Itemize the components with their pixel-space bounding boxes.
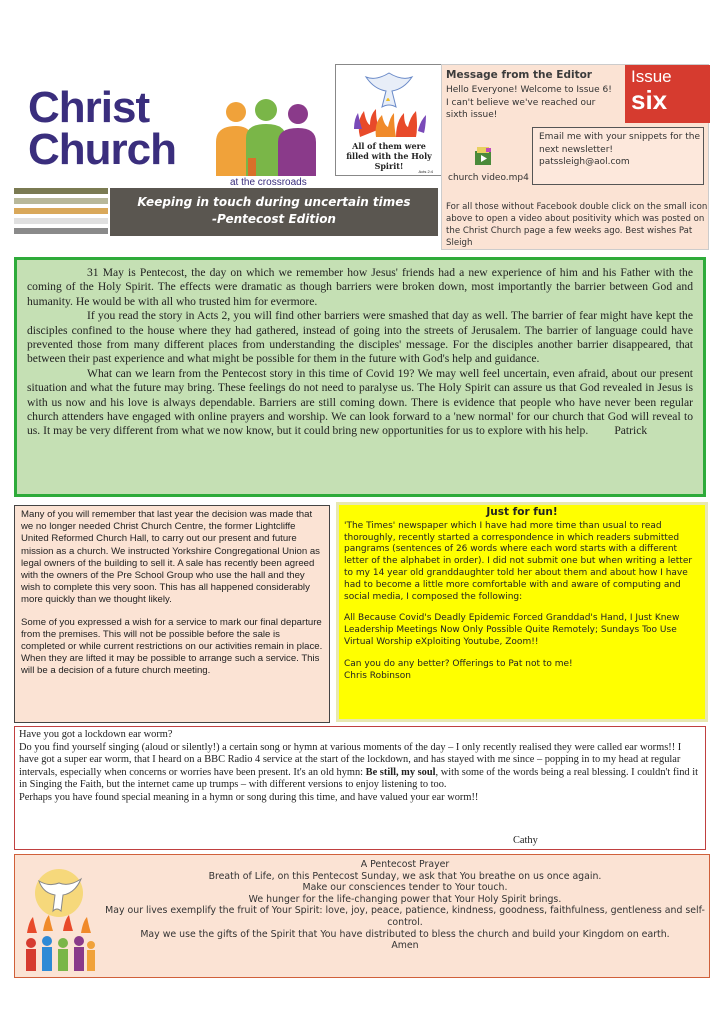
earworm-article [14, 726, 706, 850]
logo-people-icon [208, 98, 320, 178]
editor-panel [441, 64, 709, 250]
decor-stripe [14, 228, 108, 234]
prayer-text [105, 859, 705, 952]
dove-flames-icon [346, 67, 432, 139]
article-paragraph: 31 May is Pentecost, the day on which we remember how Jesus' friends had a new experience of him and his Father with the coming of the Holy Spirit. The effects were dramatic as though barriers were broken down, most importantly the barrier between God and humanity. He would be with all who trusted him for evermore. [27, 266, 693, 308]
prayer-title: A Pentecost Prayer [360, 859, 450, 870]
editor-title: Message from the Editor [446, 69, 592, 81]
issue-badge [625, 65, 710, 123]
logo-line-2: Church [28, 125, 176, 174]
pentecost-article [14, 257, 706, 497]
left-paragraph: Some of you expressed a wish for a service to mark our final departure from the premises. This will not be possible before the sale is completed or while current restrictions on our activities remain in place. When they are lifted it may be possible to arrange such a service. This will be a decision of a future church meeting. [21, 616, 323, 677]
decor-stripe [14, 208, 108, 214]
earworm-body: Do you find yourself singing (aloud or silently!) a certain song or hymn at various moments of the day – I only recently realised they were called ear worms!! I have got a super ear worm, that I heard on a BBC Radio 4 service at the start of the lockdown, and has stayed with me since – popping in to my head at regular intervals, especially when concerns or worries have been present. It's an old hymn: [19, 741, 682, 778]
editor-greeting: Hello Everyone! Welcome to Issue 6! I can't believe we've reached our sixth issue! [446, 85, 612, 120]
church-centre-article [14, 505, 330, 723]
banner-line-2: -Pentecost Edition [212, 212, 336, 226]
header-banner [110, 188, 438, 236]
prayer-line: May we use the gifts of the Spirit that You have distributed to bless the church and build your Kingdom on earth. [140, 928, 670, 940]
fun-title: Just for fun! [486, 506, 558, 518]
left-paragraph: Many of you will remember that last year the decision was made that we no longer needed Christ Church Centre, the former Lightcliffe United Reformed Church Hall, to carry out our present and future mission as a church. We instructed Yorkshire Congregational Union as legal owners of the building to sell it. A sale has recently been agreed with the owners of the Pre School Group who use the hall and they wish to complete this very soon. This has all happened considerably more quickly than we thought likely. [21, 509, 320, 606]
banner-line-1: Keeping in touch during uncertain times [137, 195, 411, 209]
issue-word: Issue [631, 67, 672, 86]
prayer-line: We hunger for the life-changing power that Your Holy Spirit brings. [248, 893, 562, 905]
logo-line-1: Christ [28, 83, 150, 132]
issue-number: six [631, 85, 668, 115]
just-for-fun-box [336, 502, 708, 722]
email-note: Email me with your snippets for the next newsletter! [539, 132, 700, 155]
decor-stripe [14, 198, 108, 204]
dove-caption: All of them were filled with the Holy Spirit! [346, 141, 432, 171]
prayer-amen: Amen [391, 940, 419, 952]
earworm-body-end: , with some of the words being a real blessing. I couldn't find it in Singing the Faith, but the internet came up trumps – with different versions to enjoy listening to too. [19, 766, 698, 791]
email-box [532, 127, 704, 185]
prayer-dove-crowd-icon [19, 861, 99, 973]
logo-subtitle: at the crossroads [230, 177, 307, 188]
pentecost-prayer [14, 854, 710, 978]
fun-closing: Can you do any better? Offerings to Pat not to me! [344, 658, 573, 669]
decor-stripe [14, 188, 108, 194]
video-file-icon[interactable] [472, 145, 494, 167]
earworm-closing: Perhaps you have found special meaning in a hymn or song during this time, and have valued your ear worm!! [19, 791, 479, 803]
article-paragraph: What can we learn from the Pentecost story in this time of Covid 19? We may well feel uncertain, even afraid, about our present situation and what the future may bring. These feelings do not need to paralyse us. The Holy Spirit can assure us that God revealed in Jesus is with us now and his love is always dependable. Barriers are still coming down. There is evidence that people who have never been regular church attenders have engaged with online prayers and worship. We can look forward to a 'new normal' for our church that God will reveal to us. It may be very different from what we now know, but it could bring new opportunities for us to explore with his help. [27, 366, 693, 438]
decor-stripe [14, 218, 108, 224]
prayer-line: Make our consciences tender to Your touch. [302, 882, 508, 894]
prayer-line: Breath of Life, on this Pentecost Sunday, we ask that You breathe on us once again. [208, 870, 602, 882]
hymn-title: Be still, my soul [365, 766, 436, 778]
article-signature: Patrick [614, 424, 648, 438]
pentecost-dove-image [335, 64, 442, 176]
article-paragraph: If you read the story in Acts 2, you will find other barriers were smashed that day as well. The barrier of fear might have kept the disciples confined to the house where they had gathered, instead of going into the streets of Jerusalem. The barrier of language could have prevented those from many different places from understanding the disciples' message. For the disciples another barrier disappeared, that between their past experience and what might be possible for them in the future with God's help and guidance. [27, 309, 693, 366]
email-address[interactable]: patssleigh@aol.com [539, 157, 630, 167]
earworm-question: Have you got a lockdown ear worm? [19, 729, 173, 740]
prayer-line: May our lives exemplify the fruit of Your Spirit: love, joy, peace, patience, kindness, goodness, faithfulness, gentleness and self-control. [105, 905, 705, 928]
video-file-label[interactable]: church video.mp4 [448, 173, 529, 183]
fun-signature: Chris Robinson [344, 670, 411, 681]
fun-pangram: All Because Covid's Deadly Epidemic Forced Granddad's Hand, I Just Knew Leadership Meetings Now Only Possible Quite Remotely; Sundays Too Use Virtual Worship eXploiting Youtube, Zoom!! [344, 613, 680, 647]
earworm-signature: Cathy [513, 835, 538, 846]
editor-note: For all those without Facebook double click on the small icon above to open a video about positivity which was posted on the Christ Church page a few weeks ago. Best wishes Pat Sleigh [446, 202, 708, 248]
dove-reference: Acts 2:4 [418, 169, 433, 174]
fun-intro: 'The Times' newspaper which I have had more time than usual to read thoroughly, recently started a correspondence in which readers submitted pangrams (sentences of 26 words where each word starts with a different letter of the alphabet in order). I did not submit one but when writing a letter to my 14 year old granddaughter told her about them and about how I have had to become a little more comfortable with and aware of computing and social media, I composed the following: [344, 520, 693, 602]
